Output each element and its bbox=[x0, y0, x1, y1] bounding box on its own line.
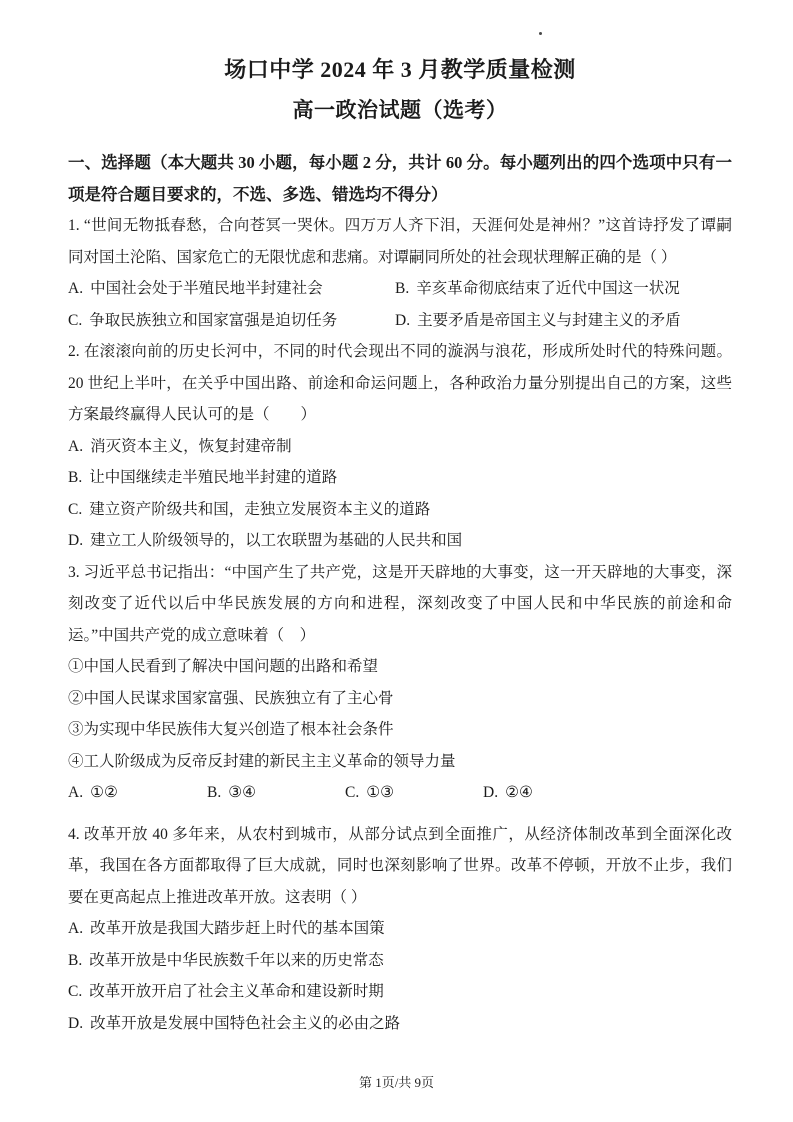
question-1-options bbox=[68, 273, 732, 336]
option-label: B. bbox=[68, 951, 83, 969]
question-2-option-b bbox=[68, 462, 732, 494]
question-2-stem: 2. 在滚滚向前的历史长河中，不同的时代会现出不同的漩涡与浪花，形成所处时代的特殊问题。20 世纪上半叶，在关乎中国出路、前途和命运问题上，各种政治力量分别提出自己的方案，这些方案最终赢得人民认可的是（ ） bbox=[68, 343, 732, 423]
page-title: 场口中学 2024 年 3 月教学质量检测 bbox=[224, 57, 576, 82]
option-text: 主要矛盾是帝国主义与封建主义的矛盾 bbox=[417, 311, 681, 329]
question-4-option-b bbox=[68, 945, 732, 977]
question-4-stem: 4. 改革开放 40 多年来，从农村到城市，从部分试点到全面推广，从经济体制改革到全面深化改革，我国在各方面都取得了巨大成就，同时也深刻影响了世界。改革不停顿，开放不止步，我们要在更高起点上推进改革开放。这表明（ ） bbox=[68, 825, 732, 906]
option-text: 争取民族独立和国家富强是迫切任务 bbox=[89, 311, 338, 329]
option-text: 建立工人阶级领导的，以工农联盟为基础的人民共和国 bbox=[90, 532, 463, 549]
option-text: 改革开放是我国大踏步赶上时代的基本国策 bbox=[90, 920, 385, 937]
question-1-option-a bbox=[68, 273, 395, 305]
question-3-option-c bbox=[345, 777, 483, 809]
option-label: A. bbox=[68, 437, 84, 455]
option-label: D. bbox=[68, 1014, 84, 1032]
option-label: D. bbox=[68, 532, 84, 549]
option-label: C. bbox=[345, 784, 360, 801]
question-4-option-d bbox=[68, 1008, 732, 1040]
question-2-option-d bbox=[68, 525, 732, 557]
question-4 bbox=[68, 819, 732, 1040]
page-number: 第 1页/共 9页 bbox=[358, 1075, 435, 1090]
question-3-item-1: ①中国人民看到了解决中国问题的出路和希望 bbox=[68, 658, 379, 675]
option-text: 建立资产阶级共和国，走独立发展资本主义的道路 bbox=[89, 500, 431, 518]
question-4-option-c bbox=[68, 976, 732, 1008]
option-text: 让中国继续走半殖民地半封建的道路 bbox=[89, 469, 338, 486]
question-3-option-b bbox=[207, 777, 345, 809]
option-text: 辛亥革命彻底结束了近代中国这一状况 bbox=[416, 280, 680, 297]
question-2-options bbox=[68, 431, 732, 557]
option-label: B. bbox=[395, 280, 410, 297]
option-label: C. bbox=[68, 311, 83, 329]
question-3-item-4: ④工人阶级成为反帝反封建的新民主主义革命的领导力量 bbox=[68, 752, 456, 770]
option-text: ②④ bbox=[505, 784, 533, 801]
question-2-option-c bbox=[68, 494, 732, 526]
option-label: C. bbox=[68, 983, 83, 1000]
question-2-option-a bbox=[68, 431, 732, 463]
option-label: A. bbox=[68, 784, 84, 801]
question-3 bbox=[68, 557, 732, 809]
option-label: A. bbox=[68, 280, 84, 297]
option-label: C. bbox=[68, 500, 83, 518]
option-text: 中国社会处于半殖民地半封建社会 bbox=[90, 280, 323, 297]
question-3-option-d bbox=[483, 777, 732, 809]
question-1-option-d bbox=[395, 305, 732, 337]
page-subtitle: 高一政治试题（选考） bbox=[292, 98, 508, 122]
question-3-options bbox=[68, 777, 732, 809]
question-1-stem: 1. “世间无物抵春愁，合向苍冥一哭休。四万万人齐下泪，天涯何处是神州？”这首诗抒发了谭嗣同对国土沦陷、国家危亡的无限忧虑和悲痛。对谭嗣同所处的社会现状理解正确的是（ ） bbox=[68, 217, 732, 266]
option-label: B. bbox=[207, 784, 222, 801]
question-3-stem: 3. 习近平总书记指出：“中国产生了共产党，这是开天辟地的大事变，这一开天辟地的大事变，深刻改变了近代以后中华民族发展的方向和进程，深刻改变了中国人民和中华民族的前途和命运。”中国共产党的成立意味着（ ） bbox=[68, 563, 732, 644]
question-1-option-b bbox=[395, 273, 732, 305]
option-text: 消灭资本主义，恢复封建帝制 bbox=[90, 437, 292, 455]
option-text: 改革开放是中华民族数千年以来的历史常态 bbox=[89, 951, 384, 969]
question-2 bbox=[68, 336, 732, 557]
question-4-options bbox=[68, 913, 732, 1039]
option-text: ①② bbox=[90, 784, 118, 801]
option-label: D. bbox=[483, 784, 499, 801]
option-label: D. bbox=[395, 311, 411, 329]
option-text: ③④ bbox=[228, 784, 257, 801]
option-text: 改革开放开启了社会主义革命和建设新时期 bbox=[89, 983, 384, 1000]
section-heading: 一、选择题（本大题共 30 小题，每小题 2 分，共计 60 分。每小题列出的四个选项中只有一项是符合题目要求的，不选、多选、错选均不得分） bbox=[68, 153, 732, 204]
option-label: B. bbox=[68, 469, 83, 486]
question-3-option-a bbox=[68, 777, 207, 809]
question-1 bbox=[68, 210, 732, 336]
question-3-item-3: ③为实现中华民族伟大复兴创造了根本社会条件 bbox=[68, 721, 394, 738]
question-3-item-2: ②中国人民谋求国家富强、民族独立有了主心骨 bbox=[68, 689, 394, 707]
question-4-option-a bbox=[68, 913, 732, 945]
option-text: ①③ bbox=[366, 784, 395, 801]
option-label: A. bbox=[68, 920, 84, 937]
option-text: 改革开放是发展中国特色社会主义的必由之路 bbox=[90, 1014, 401, 1032]
question-1-option-c bbox=[68, 305, 395, 337]
